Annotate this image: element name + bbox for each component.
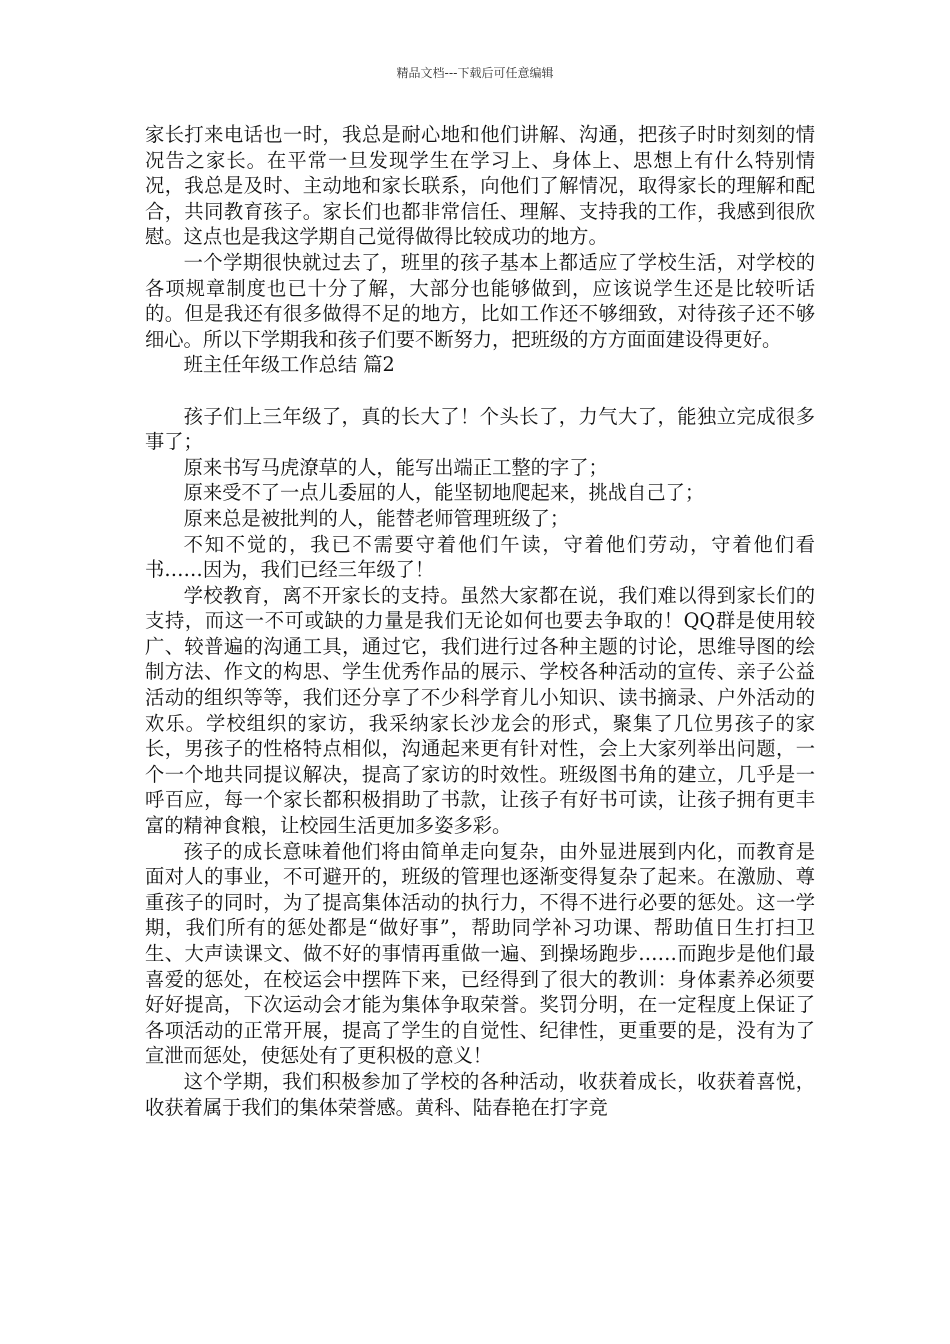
page-header: 精品文档---下载后可任意编辑 [396,66,554,80]
paragraph-7: 不知不觉的，我已不需要守着他们午读，守着他们劳动，守着他们看书……因为，我们已经三年级了！ [145,532,815,582]
paragraph-2: 一个学期很快就过去了，班里的孩子基本上都适应了学校生活，对学校的各项规章制度也已十分了解，大部分也能够做到，应该说学生还是比较听话的。但是我还有很多做得不足的地方，比如工作还不够细致，对待孩子还不够细心。所以下学期我和孩子们要不断努力，把班级的方方面面建设得更好。 [145,250,815,351]
paragraph-5: 原来受不了一点儿委屈的人，能坚韧地爬起来，挑战自己了； [183,481,705,505]
paragraph-3: 孩子们上三年级了，真的长大了！个头长了，力气大了，能独立完成很多事了； [145,404,815,454]
paragraph-8: 学校教育，离不开家长的支持。虽然大家都在说，我们难以得到家长们的支持，而这一不可或缺的力量是我们无论如何也要去争取的！QQ群是使用较广、较普遍的沟通工具，通过它，我们进行过各种主题的讨论，思维导图的绘制方法、作文的构思、学生优秀作品的展示、学校各种活动的宣传、亲子公益活动的组织等等，我们还分享了不少科学育儿小知识、读书摘录、户外活动的欢乐。学校组织的家访，我采纳家长沙龙会的形式，聚集了几位男孩子的家长，男孩子的性格特点相似，沟通起来更有针对性，会上大家列举出问题，一个一个地共同提议解决，提高了家访的时效性。班级图书角的建立，几乎是一呼百应，每一个家长都积极捐助了书款，让孩子有好书可读，让孩子拥有更丰富的精神食粮，让校园生活更加多姿多彩。 [145,583,815,838]
document-body [145,122,815,1120]
paragraph-9: 孩子的成长意味着他们将由简单走向复杂，由外显进展到内化，而教育是面对人的事业，不可避开的，班级的管理也逐渐变得复杂了起来。在激励、尊重孩子的同时，为了提高集体活动的执行力，不得不进行必要的惩处。这一学期，我们所有的惩处都是“做好事”，帮助同学补习功课、帮助值日生打扫卫生、大声读课文、做不好的事情再重做一遍、到操场跑步……而跑步是他们最喜爱的惩处，在校运会中摆阵下来，已经得到了很大的教训：身体素养必须要好好提高，下次运动会才能为集体争取荣誉。奖罚分明，在一定程度上保证了各项活动的正常开展，提高了学生的自觉性、纪律性，更重要的是，没有为了宣泄而惩处，使惩处有了更积极的意义！ [145,839,815,1068]
paragraph-1: 家长打来电话也一时，我总是耐心地和他们讲解、沟通，把孩子时时刻刻的情况告之家长。在平常一旦发现学生在学习上、身体上、思想上有什么特别情况，我总是及时、主动地和家长联系，向他们了解情况，取得家长的理解和配合，共同教育孩子。家长们也都非常信任、理解、支持我的工作，我感到很欣慰。这点也是我这学期自己觉得做得比较成功的地方。 [145,123,815,249]
paragraph-6: 原来总是被批判的人，能替老师管理班级了； [183,506,570,530]
section-title: 班主任年级工作总结 篇2 [183,353,395,377]
blank-line [145,378,815,404]
paragraph-10: 这个学期，我们积极参加了学校的各种活动，收获着成长，收获着喜悦，收获着属于我们的集体荣誉感。黄科、陆春艳在打字竞 [145,1069,815,1119]
paragraph-4: 原来书写马虎潦草的人，能写出端正工整的字了； [183,455,608,479]
